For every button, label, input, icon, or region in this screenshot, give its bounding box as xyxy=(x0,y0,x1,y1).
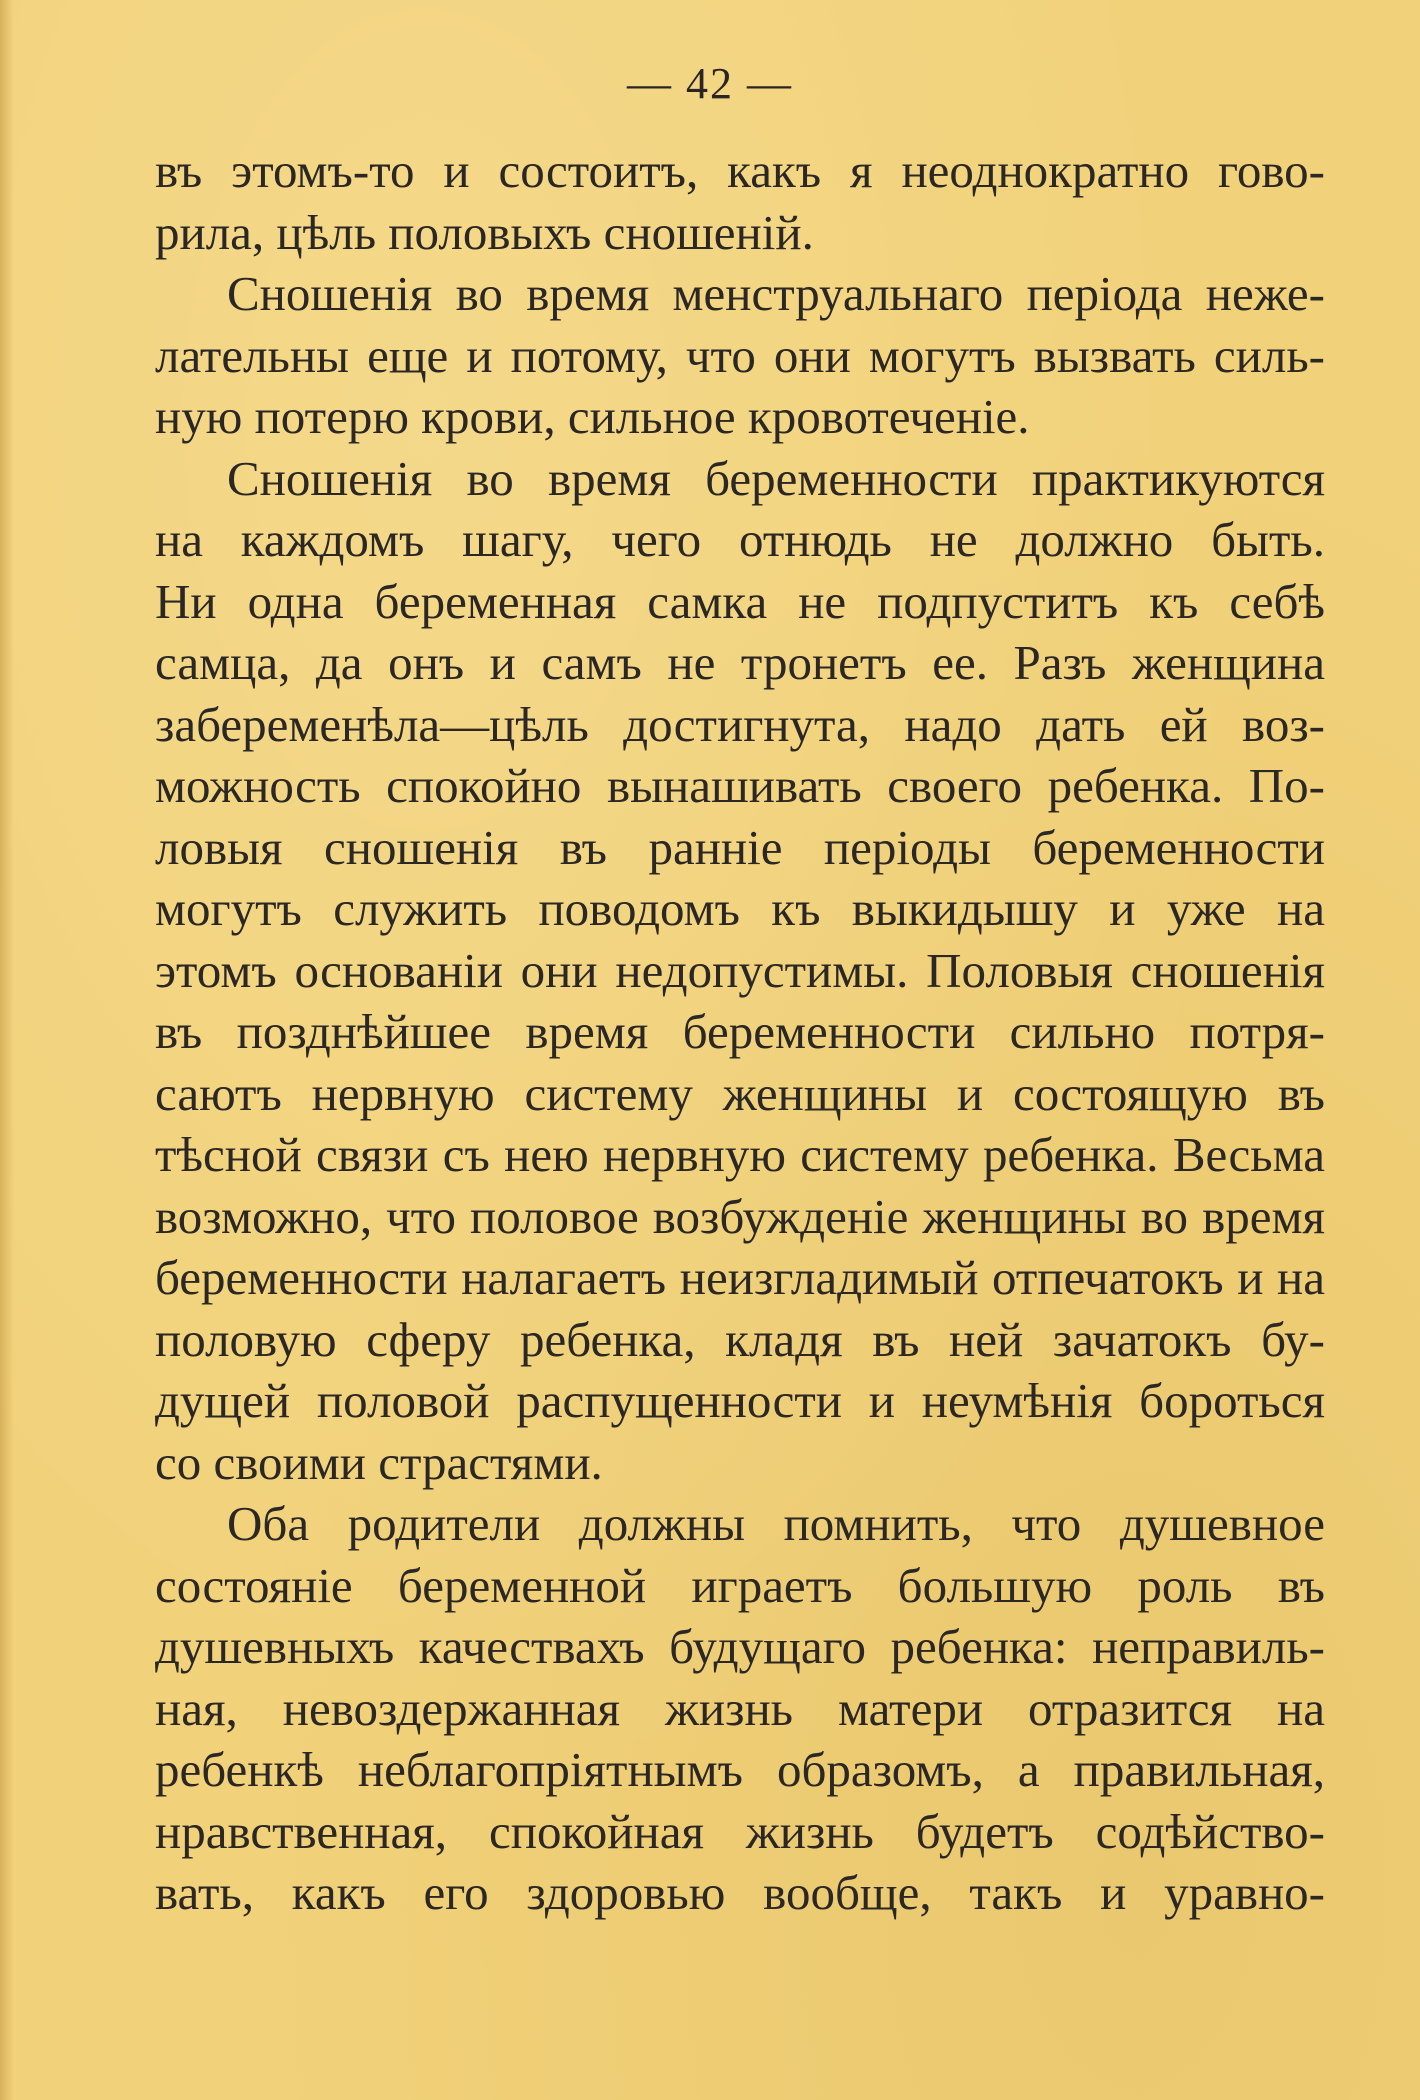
text-line: нравственная, спокойная жизнь будетъ содѣйство- xyxy=(155,1803,1325,1859)
text-line: беременности налагаетъ неизгладимый отпечатокъ и на xyxy=(155,1250,1325,1305)
text-line: лательны еще и потому, что они могутъ вызвать силь- xyxy=(155,327,1325,383)
paragraph xyxy=(155,448,1325,1494)
text-line: можность спокойно вынашивать своего ребенка. По- xyxy=(155,758,1325,813)
text-line: забеременѣла—цѣль достигнута, надо дать ей воз- xyxy=(155,696,1325,752)
body-text xyxy=(155,140,1325,1924)
text-line: саютъ нервную систему женщины и состоящую въ xyxy=(155,1065,1325,1121)
text-line: Ни одна беременная самка не подпуститъ къ себѣ xyxy=(155,573,1325,629)
text-line: Сношенія во время менструальнаго періода нeже- xyxy=(227,266,1325,321)
text-line: самца, да онъ и самъ не тронетъ ее. Разъ женщина xyxy=(155,635,1325,690)
text-line: тѣсной связи съ нею нервную систему ребенка. Весьма xyxy=(155,1127,1325,1182)
text-line: со своими страстями. xyxy=(155,1434,603,1490)
text-line: этомъ основаніи они недопустимы. Половыя сношенія xyxy=(155,942,1325,998)
text-line: ную потерю крови, сильное кровотеченіе. xyxy=(155,389,1030,444)
text-line: состояніе беременной играетъ большую роль въ xyxy=(155,1557,1325,1613)
text-line: половую сферу ребенка, кладя въ ней зачатокъ бу- xyxy=(155,1311,1325,1367)
text-line: ная, невоздержанная жизнь матери отразится на xyxy=(155,1680,1325,1736)
text-line: въ этомъ-то и состоитъ, какъ я неоднократно гово- xyxy=(155,143,1325,198)
text-line: Сношенія во время беременности практикуются xyxy=(227,450,1325,506)
paragraph xyxy=(155,263,1325,448)
page-number: — 42 — xyxy=(627,59,793,108)
text-line: на каждомъ шагу, чего отнюдь не должно быть. xyxy=(155,512,1325,567)
text-line: дущей половой распущенности и неумѣнія бороться xyxy=(155,1373,1325,1428)
paragraph xyxy=(155,1493,1325,1924)
text-line: ребенкѣ неблагопріятнымъ образомъ, а правильная, xyxy=(155,1742,1325,1797)
text-line: вать, какъ его здоровью вообще, такъ и уравно- xyxy=(155,1865,1325,1920)
paragraph xyxy=(155,140,1325,263)
text-line: могутъ служить поводомъ къ выкидышу и уже на xyxy=(155,881,1325,936)
text-line: въ позднѣйшее время беременности сильно потря- xyxy=(155,1004,1325,1059)
text-line: рила, цѣль половыхъ сношеній. xyxy=(155,204,814,260)
page-edge-shadow xyxy=(0,0,14,2100)
text-line: Оба родители должны помнить, что душевное xyxy=(227,1496,1325,1551)
text-line: душевныхъ качествахъ будущаго ребенка: неправиль- xyxy=(155,1619,1325,1674)
text-line: ловыя сношенія въ ранніе періоды беременности xyxy=(155,819,1325,875)
text-line: возможно, что половое возбужденіе женщины во время xyxy=(155,1188,1325,1244)
